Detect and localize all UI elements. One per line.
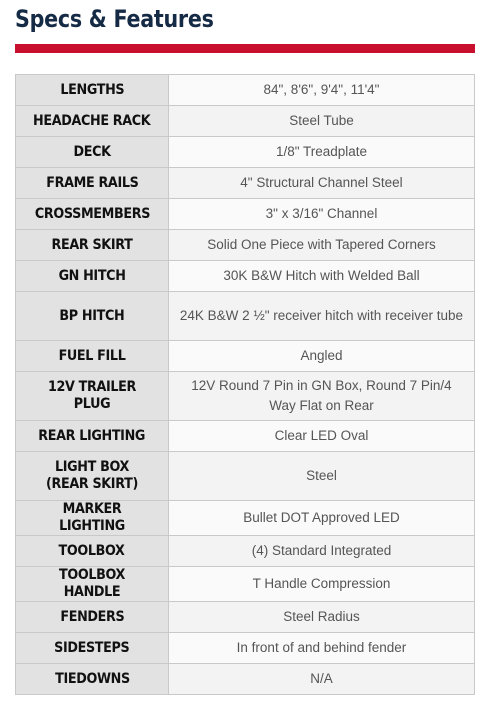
spec-value: Steel Radius <box>169 602 475 633</box>
spec-value: T Handle Compression <box>169 567 475 602</box>
title-accent-bar <box>15 44 475 53</box>
spec-row-crossmembers <box>16 199 475 230</box>
spec-row-12v-trailer-plug <box>16 372 475 421</box>
spec-label: CROSSMEMBERS <box>16 199 169 230</box>
spec-label: TOOLBOX HANDLE <box>16 567 169 602</box>
spec-value: Solid One Piece with Tapered Corners <box>169 230 475 261</box>
spec-value: Steel <box>169 452 475 501</box>
spec-label: FUEL FILL <box>16 341 169 372</box>
spec-label: REAR LIGHTING <box>16 421 169 452</box>
spec-value: 84", 8'6", 9'4", 11'4" <box>169 75 475 106</box>
spec-label: TOOLBOX <box>16 536 169 567</box>
spec-value: In front of and behind fender <box>169 633 475 664</box>
spec-value: 24K B&W 2 ½" receiver hitch with receiver tube <box>169 292 475 341</box>
spec-value: 1/8" Treadplate <box>169 137 475 168</box>
spec-value: Bullet DOT Approved LED <box>169 501 475 536</box>
spec-label: BP HITCH <box>16 292 169 341</box>
spec-label: TIEDOWNS <box>16 664 169 695</box>
spec-label: HEADACHE RACK <box>16 106 169 137</box>
spec-value: Clear LED Oval <box>169 421 475 452</box>
spec-value: Angled <box>169 341 475 372</box>
spec-row-toolbox <box>16 536 475 567</box>
spec-label: FRAME RAILS <box>16 168 169 199</box>
spec-row-deck <box>16 137 475 168</box>
spec-row-tiedowns <box>16 664 475 695</box>
spec-row-headache-rack <box>16 106 475 137</box>
spec-row-toolbox-handle <box>16 567 475 602</box>
spec-value: 30K B&W Hitch with Welded Ball <box>169 261 475 292</box>
spec-label: GN HITCH <box>16 261 169 292</box>
spec-row-rear-skirt <box>16 230 475 261</box>
spec-value: (4) Standard Integrated <box>169 536 475 567</box>
spec-row-lengths <box>16 75 475 106</box>
spec-label: 12V TRAILER PLUG <box>16 372 169 421</box>
spec-value: 4" Structural Channel Steel <box>169 168 475 199</box>
specs-table <box>15 74 475 695</box>
spec-row-bp-hitch <box>16 292 475 341</box>
spec-label: REAR SKIRT <box>16 230 169 261</box>
spec-row-sidesteps <box>16 633 475 664</box>
spec-value: Steel Tube <box>169 106 475 137</box>
spec-label: DECK <box>16 137 169 168</box>
spec-label: LIGHT BOX (REAR SKIRT) <box>16 452 169 501</box>
spec-row-light-box <box>16 452 475 501</box>
spec-label: FENDERS <box>16 602 169 633</box>
spec-row-frame-rails <box>16 168 475 199</box>
spec-row-fuel-fill <box>16 341 475 372</box>
page-title: Specs & Features <box>15 5 214 33</box>
spec-value: N/A <box>169 664 475 695</box>
spec-value: 3" x 3/16" Channel <box>169 199 475 230</box>
spec-label: LENGTHS <box>16 75 169 106</box>
spec-row-rear-lighting <box>16 421 475 452</box>
spec-value: 12V Round 7 Pin in GN Box, Round 7 Pin/4 Way Flat on Rear <box>169 372 475 421</box>
spec-row-gn-hitch <box>16 261 475 292</box>
spec-label: SIDESTEPS <box>16 633 169 664</box>
spec-row-marker-lighting <box>16 501 475 536</box>
spec-row-fenders <box>16 602 475 633</box>
spec-label: MARKER LIGHTING <box>16 501 169 536</box>
